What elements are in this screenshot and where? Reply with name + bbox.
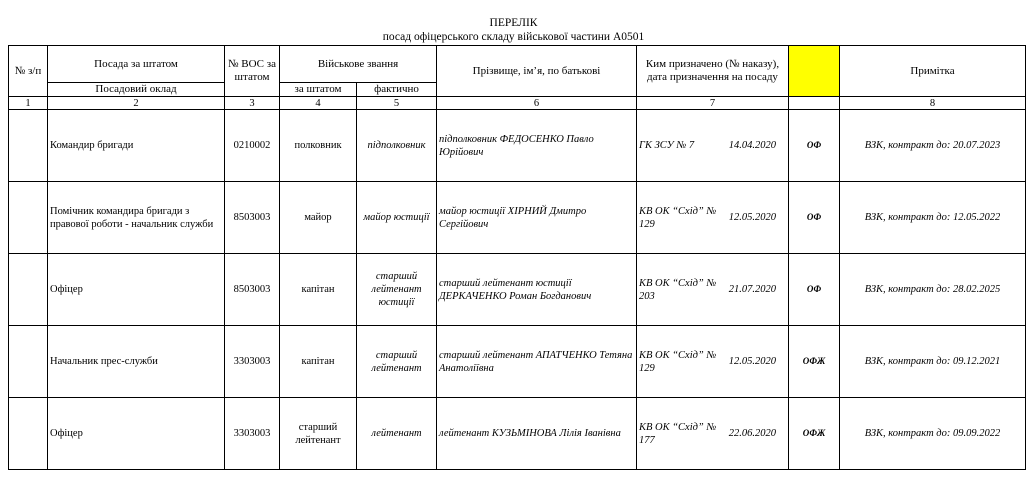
header-note: Примітка bbox=[840, 46, 1026, 97]
row-order: КВ ОК “Схід” № 129 bbox=[639, 349, 717, 374]
column-number: 7 bbox=[637, 97, 789, 110]
header-num: № з/п bbox=[9, 46, 48, 97]
header-rank-actual: фактично bbox=[357, 83, 437, 97]
row-appointed bbox=[637, 398, 789, 470]
row-name: лейтенант КУЗЬМІНОВА Лілія Іванівна bbox=[437, 398, 637, 470]
document-subtitle: посад офіцерського складу військової частини А0501 bbox=[382, 31, 645, 43]
row-rank-staff: майор bbox=[280, 182, 357, 254]
row-note: ВЗК, контракт до: 09.12.2021 bbox=[840, 326, 1026, 398]
row-name: старший лейтенант юстиції ДЕРКАЧЕНКО Роман Богданович bbox=[437, 254, 637, 326]
row-num bbox=[9, 254, 48, 326]
header-position: Посада за штатом bbox=[48, 46, 225, 83]
row-position: Офіцер bbox=[48, 254, 225, 326]
row-vos: 3303003 bbox=[225, 398, 280, 470]
row-note: ВЗК, контракт до: 12.05.2022 bbox=[840, 182, 1026, 254]
header-row-top bbox=[9, 46, 1026, 83]
header-vos: № ВОС за штатом bbox=[225, 46, 280, 97]
row-code: ОФЖ bbox=[789, 398, 840, 470]
row-code: ОФ bbox=[789, 254, 840, 326]
row-rank-actual: лейтенант bbox=[357, 398, 437, 470]
table-row bbox=[9, 254, 1026, 326]
header-salary: Посадовий оклад bbox=[48, 83, 225, 97]
row-position: Офіцер bbox=[48, 398, 225, 470]
column-number: 1 bbox=[9, 97, 48, 110]
row-note: ВЗК, контракт до: 20.07.2023 bbox=[840, 110, 1026, 182]
row-vos: 3303003 bbox=[225, 326, 280, 398]
row-appointed bbox=[637, 326, 789, 398]
header-rank: Військове звання bbox=[280, 46, 437, 83]
row-appointed bbox=[637, 182, 789, 254]
column-number-empty bbox=[789, 97, 840, 110]
row-order: КВ ОК “Схід” № 203 bbox=[639, 277, 717, 302]
document-title: ПЕРЕЛІК bbox=[489, 17, 538, 29]
row-note: ВЗК, контракт до: 09.09.2022 bbox=[840, 398, 1026, 470]
row-order: КВ ОК “Схід” № 129 bbox=[639, 205, 717, 230]
row-date: 14.04.2020 bbox=[728, 140, 776, 151]
row-num bbox=[9, 326, 48, 398]
row-num bbox=[9, 398, 48, 470]
column-number: 8 bbox=[840, 97, 1026, 110]
row-rank-actual: старший лейтенант юстиції bbox=[357, 254, 437, 326]
column-number: 4 bbox=[280, 97, 357, 110]
row-rank-actual: підполковник bbox=[357, 110, 437, 182]
row-note: ВЗК, контракт до: 28.02.2025 bbox=[840, 254, 1026, 326]
row-date: 12.05.2020 bbox=[728, 356, 776, 367]
row-rank-actual: майор юстиції bbox=[357, 182, 437, 254]
row-appointed bbox=[637, 110, 789, 182]
column-number: 5 bbox=[357, 97, 437, 110]
row-appointed bbox=[637, 254, 789, 326]
row-vos: 8503003 bbox=[225, 182, 280, 254]
row-rank-staff: старший лейтенант bbox=[280, 398, 357, 470]
row-rank-staff: капітан bbox=[280, 326, 357, 398]
row-code: ОФ bbox=[789, 110, 840, 182]
table-row bbox=[9, 182, 1026, 254]
officer-positions-table bbox=[8, 45, 1026, 470]
table-row bbox=[9, 326, 1026, 398]
row-position: Начальник прес-служби bbox=[48, 326, 225, 398]
row-name: підполковник ФЕДОСЕНКО Павло Юрійович bbox=[437, 110, 637, 182]
header-rank-staff: за штатом bbox=[280, 83, 357, 97]
row-position: Помічник командира бригади з правової роботи - начальник служби bbox=[48, 182, 225, 254]
row-rank-staff: капітан bbox=[280, 254, 357, 326]
row-date: 12.05.2020 bbox=[728, 212, 776, 223]
row-code: ОФ bbox=[789, 182, 840, 254]
row-name: майор юстиції ХІРНИЙ Дмитро Сергійович bbox=[437, 182, 637, 254]
row-order: ГК ЗСУ № 7 bbox=[639, 140, 695, 151]
table-row bbox=[9, 398, 1026, 470]
header-appointed: Ким призначено (№ наказу), дата призначення на посаду bbox=[637, 46, 789, 97]
column-number: 6 bbox=[437, 97, 637, 110]
column-number: 3 bbox=[225, 97, 280, 110]
row-rank-actual: старший лейтенант bbox=[357, 326, 437, 398]
row-num bbox=[9, 110, 48, 182]
column-number-row bbox=[9, 97, 1026, 110]
row-num bbox=[9, 182, 48, 254]
header-name: Прізвище, ім’я, по батькові bbox=[437, 46, 637, 97]
row-code: ОФЖ bbox=[789, 326, 840, 398]
row-vos: 8503003 bbox=[225, 254, 280, 326]
row-position: Командир бригади bbox=[48, 110, 225, 182]
row-vos: 0210002 bbox=[225, 110, 280, 182]
row-rank-staff: полковник bbox=[280, 110, 357, 182]
header-highlight-cell bbox=[789, 46, 840, 97]
row-date: 21.07.2020 bbox=[728, 284, 776, 295]
row-date: 22.06.2020 bbox=[728, 428, 776, 439]
row-name: старший лейтенант АПАТЧЕНКО Тетяна Анатоліївна bbox=[437, 326, 637, 398]
table-row bbox=[9, 110, 1026, 182]
column-number: 2 bbox=[48, 97, 225, 110]
row-order: КВ ОК “Схід” № 177 bbox=[639, 421, 717, 446]
